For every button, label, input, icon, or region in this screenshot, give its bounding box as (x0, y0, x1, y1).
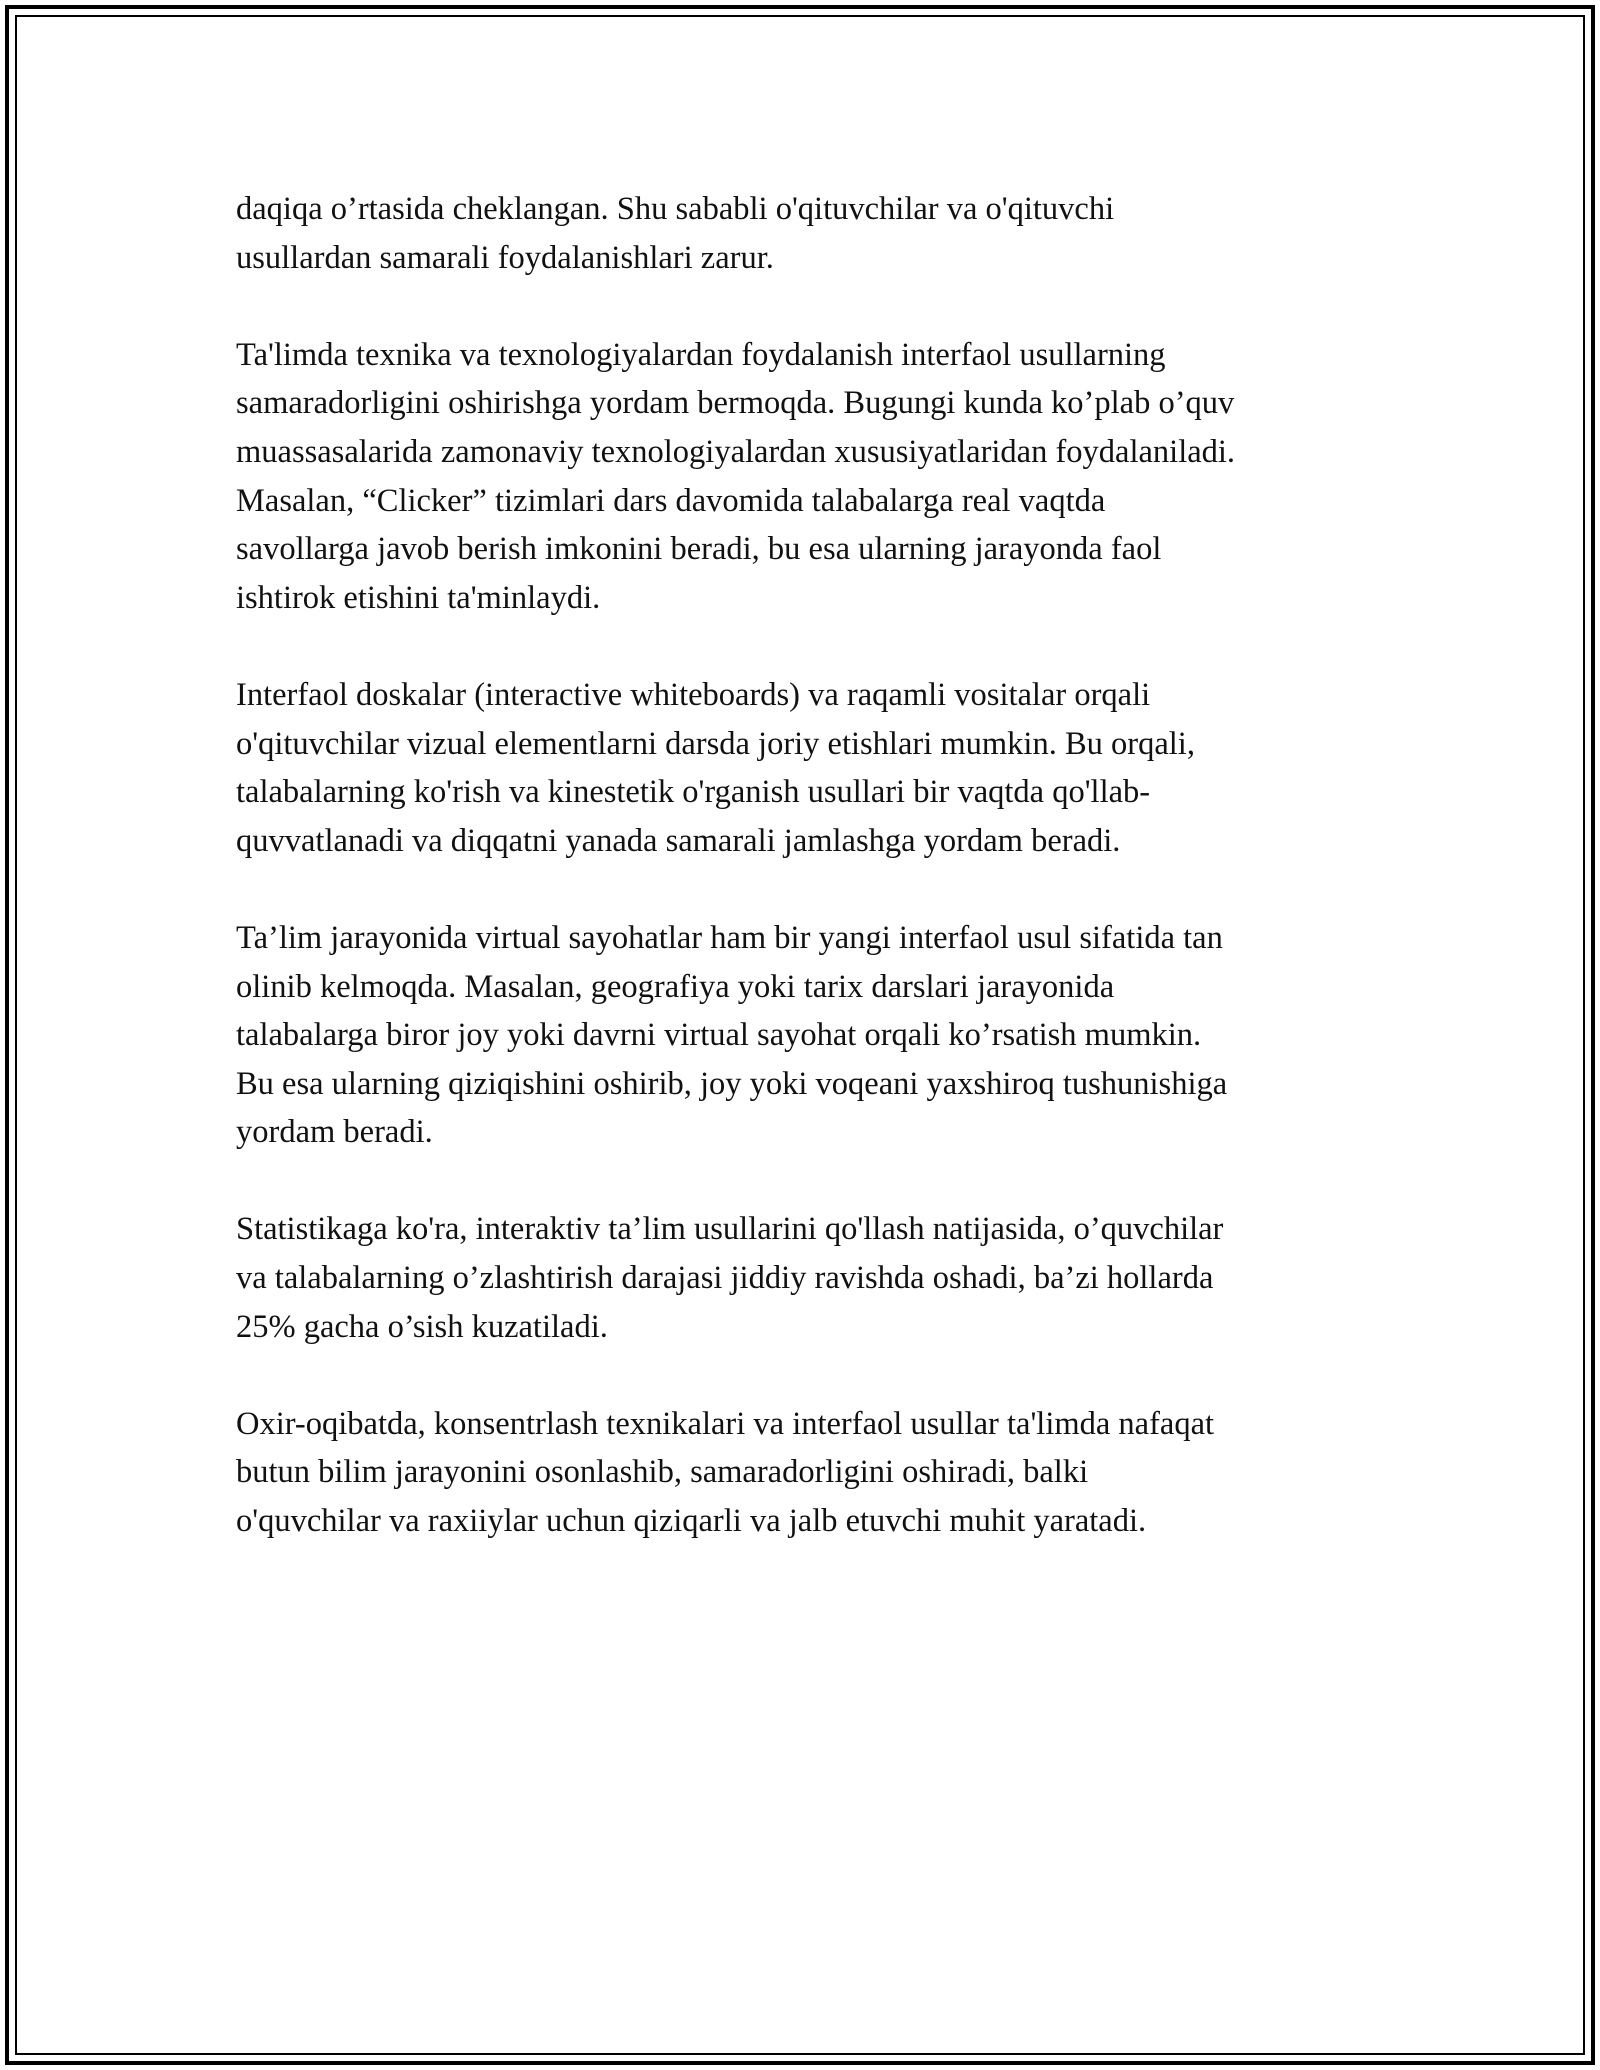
text-line: va talabalarning o’zlashtirish darajasi jiddiy ravishda oshadi, ba’zi hollarda (236, 1260, 1214, 1297)
text-line: Interfaol doskalar (interactive whiteboards) va raqamli vositalar orqali (236, 676, 1151, 713)
text-line: butun bilim jarayonini osonlashib, samaradorligini oshiradi, balki (236, 1454, 1089, 1491)
paragraph-2 (236, 331, 1386, 623)
text-line: yordam beradi. (236, 1114, 433, 1151)
paragraph-5 (236, 1205, 1386, 1351)
paragraph-1 (236, 185, 1386, 282)
text-line: Ta’lim jarayonida virtual sayohatlar ham bir yangi interfaol usul sifatida tan (236, 919, 1223, 956)
text-line: Bu esa ularning qiziqishini oshirib, joy yoki voqeani yaxshiroq tushunishiga (236, 1065, 1228, 1102)
text-line: usullardan samarali foydalanishlari zarur. (236, 239, 774, 276)
document-body (236, 185, 1386, 1594)
text-line: Statistikaga ko'ra, interaktiv ta’lim usullarini qo'llash natijasida, o’quvchilar (236, 1211, 1224, 1248)
text-line: Ta'limda texnika va texnologiyalardan foydalanish interfaol usullarning (236, 336, 1166, 373)
text-line: Oxir-oqibatda, konsentrlash texnikalari va interfaol usullar ta'limda nafaqat (236, 1405, 1215, 1442)
text-line: o'qituvchilar vizual elementlarni darsda joriy etishlari mumkin. Bu orqali, (236, 725, 1195, 762)
text-line: olinib kelmoqda. Masalan, geografiya yoki tarix darslari jarayonida (236, 968, 1115, 1005)
paragraph-4 (236, 914, 1386, 1157)
text-line: talabalarning ko'rish va kinestetik o'rganish usullari bir vaqtda qo'llab- (236, 774, 1151, 811)
text-line: savollarga javob berish imkonini beradi, bu esa ularning jarayonda faol (236, 531, 1162, 568)
text-line: daqiqa o’rtasida cheklangan. Shu sababli o'qituvchilar va o'qituvchi (236, 191, 1115, 227)
text-line: muassasalarida zamonaviy texnologiyalardan xususiyatlaridan foydalaniladi. (236, 433, 1236, 470)
text-line: quvvatlanadi va diqqatni yanada samarali jamlashga yordam beradi. (236, 822, 1121, 859)
text-line: 25% gacha o’sish kuzatiladi. (236, 1308, 608, 1345)
text-line: ishtirok etishini ta'minlaydi. (236, 579, 601, 616)
text-line: Masalan, “Clicker” tizimlari dars davomida talabalarga real vaqtda (236, 482, 1106, 519)
paragraph-6 (236, 1400, 1386, 1546)
text-line: samaradorligini oshirishga yordam bermoqda. Bugungi kunda ko’plab o’quv (236, 385, 1235, 422)
paragraph-3 (236, 671, 1386, 865)
text-line: o'quvchilar va raxiiylar uchun qiziqarli va jalb etuvchi muhit yaratadi. (236, 1503, 1147, 1540)
text-line: talabalarga biror joy yoki davrni virtual sayohat orqali ko’rsatish mumkin. (236, 1017, 1202, 1054)
